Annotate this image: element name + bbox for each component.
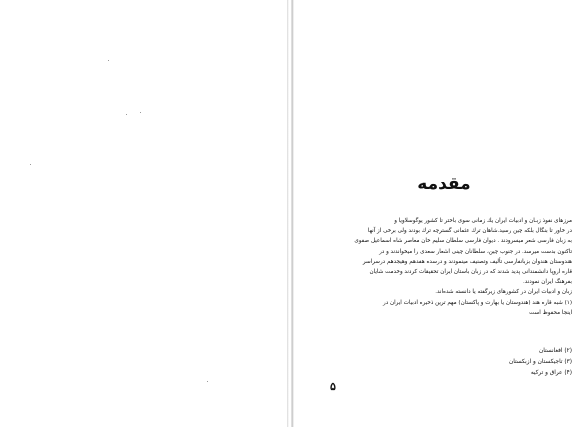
- paragraph-line: تاكنون بدست میرسد. در جنوب چین، سلطانان چینی اشعار سعدی را میخواندند و در: [379, 248, 572, 255]
- list-item-1: (۱) شبه قاره هند (هندوستان یا بهارت و پاكستان) مهم ترین ذخیره ادبیات ایران در: [383, 299, 572, 306]
- paragraph-line: قاره اروپا دانشمندانی پدید شدند كه در زبان باستان ایران تحقیقات كردند وخدمت شایان: [369, 269, 572, 276]
- list-item: (۳) تاجیكستان و ازبكستان: [508, 359, 572, 365]
- paragraph-line: مرزهای نفوذ زبـان و ادبیات ایران یك زمانی سوی باختر تا كشور یوگوسلاویا و: [394, 218, 572, 224]
- intro-line: زبان و ادبیات ایران در كشورهای زیرگفته یا دانسته شده‌اند.: [435, 289, 572, 296]
- intro-paragraph: [326, 216, 572, 318]
- paragraph-line: هندوستان هندوان بزبانفارسی تألیف وتصنیف مینمودند و درسده هفدهم وهیجدهم درسراسر: [362, 258, 572, 265]
- paragraph-line: در خاور تا بنگال بلكه چین رسید.شاهان ترك عثمانی گسترچه ترك بودند ولی برخی از آنها: [367, 228, 572, 235]
- book-gutter: [287, 0, 294, 427]
- page-number: ۵: [330, 380, 336, 393]
- scan-speck: [126, 114, 127, 115]
- list-item-1-continuation: اینجا محفوظ است: [529, 309, 572, 316]
- paragraph-line: بفرهنگ ایران نمودند.: [523, 279, 572, 286]
- list-item: (۴) عراق و تركیه: [530, 370, 572, 376]
- list-item: (۲) افغانستان: [539, 348, 572, 354]
- left-page-blank: [0, 0, 287, 427]
- scan-speck: [30, 164, 31, 165]
- scan-speck: [140, 112, 141, 113]
- page-title: مقدمه: [417, 174, 471, 194]
- scan-speck: [108, 60, 109, 61]
- right-page: [294, 0, 585, 427]
- paragraph-line: به زبان فارسی شعر میسرودند . دیوان فارسی سلطان سلیم خان معاصر شاه اسماعیل صفوی: [354, 238, 572, 245]
- scan-speck: [207, 381, 208, 382]
- country-list: [394, 346, 572, 379]
